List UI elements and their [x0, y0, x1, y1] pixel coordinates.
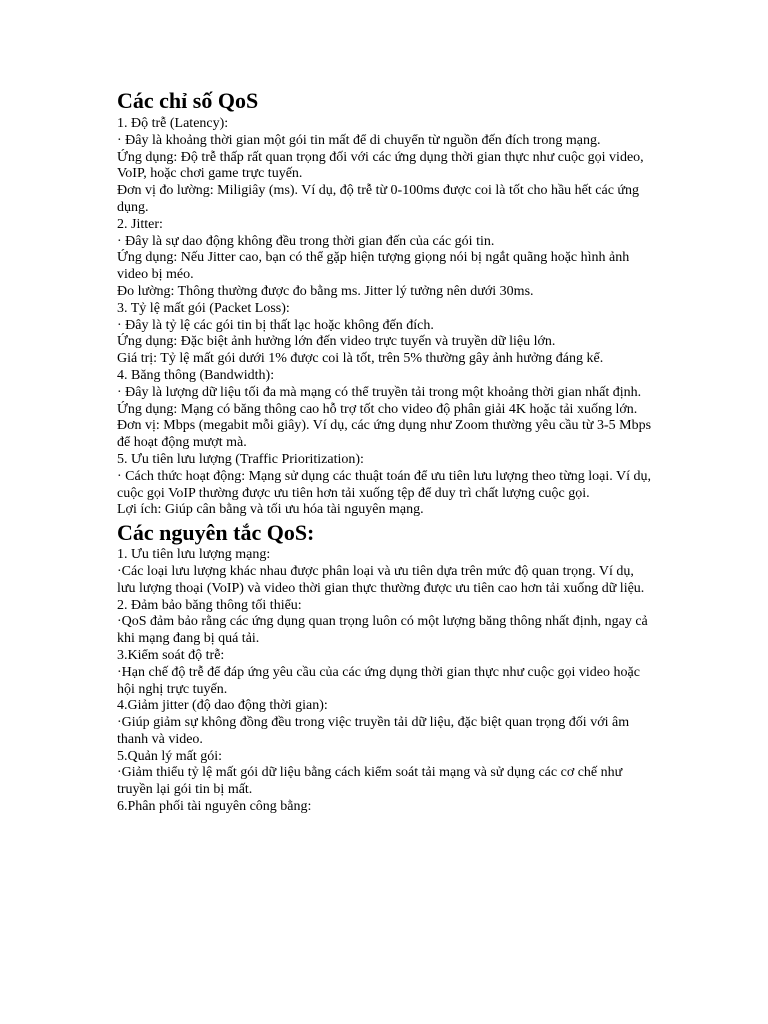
paragraph: ·Giúp giảm sự không đồng đều trong việc truyền tải dữ liệu, đặc biệt quan trọng đối với âm thanh và video. [117, 715, 630, 747]
paragraph: Đơn vị: Mbps (megabit mỗi giây). Ví dụ, các ứng dụng như Zoom thường yêu cầu từ 3-5 Mbps để hoạt động mượt mà. [117, 418, 652, 451]
paragraph: 5.Quản lý mất gói: [117, 748, 222, 764]
paragraph: · Đây là khoảng thời gian một gói tin mất để di chuyển từ nguồn đến đích trong mạng. [117, 132, 601, 148]
paragraph: 1. Độ trễ (Latency): [117, 116, 229, 131]
paragraph: Ứng dụng: Độ trễ thấp rất quan trọng đối với các ứng dụng thời gian thực như cuộc gọi video, VoIP, hoặc chơi game trực tuyến. [117, 149, 644, 182]
paragraph: 2. Jitter: [117, 216, 163, 232]
paragraph: · Cách thức hoạt động: Mạng sử dụng các thuật toán để ưu tiên lưu lượng theo từng loại. Ví dụ, cuộc gọi VoIP thường được ưu tiên hơn tải xuống tệp để duy trì chất lượng cuộc gọi. [117, 468, 652, 501]
section-body-qos-principles [117, 547, 653, 816]
section-body-qos-metrics [117, 116, 653, 519]
paragraph: Đơn vị đo lường: Miligiây (ms). Ví dụ, độ trễ từ 0-100ms được coi là tốt cho hầu hết các ứng dụng. [117, 183, 639, 215]
paragraph: 6.Phân phối tài nguyên công bằng: [117, 799, 312, 815]
paragraph: Ứng dụng: Nếu Jitter cao, bạn có thể gặp hiện tượng giọng nói bị ngắt quãng hoặc hình ảnh video bị méo. [117, 250, 630, 283]
paragraph: 3. Tỷ lệ mất gói (Packet Loss): [117, 300, 290, 316]
paragraph: ·Giảm thiểu tỷ lệ mất gói dữ liệu bằng cách kiểm soát tải mạng và sử dụng các cơ chế như truyền lại gói tin bị mất. [117, 765, 623, 798]
paragraph: · Đây là sự dao động không đều trong thời gian đến của các gói tin. [117, 233, 495, 249]
paragraph: 4.Giảm jitter (độ dao động thời gian): [117, 698, 328, 714]
paragraph: 5. Ưu tiên lưu lượng (Traffic Prioritization): [117, 451, 364, 467]
paragraph: · Đây là lượng dữ liệu tối đa mà mạng có thể truyền tải trong một khoảng thời gian nhất định. [117, 384, 642, 400]
section-title-qos-principles: Các nguyên tắc QoS: [117, 520, 315, 546]
paragraph: 3.Kiểm soát độ trễ: [117, 647, 225, 663]
paragraph: ·Hạn chế độ trễ để đáp ứng yêu cầu của các ứng dụng thời gian thực như cuộc gọi video hoặc hội nghị trực tuyến. [117, 664, 640, 697]
paragraph: Ứng dụng: Mạng có băng thông cao hỗ trợ tốt cho video độ phân giải 4K hoặc tải xuống lớn. [117, 401, 638, 417]
paragraph: ·Các loại lưu lượng khác nhau được phân loại và ưu tiên dựa trên mức độ quan trọng. Ví dụ, lưu lượng thoại (VoIP) và video thời gian thực thường được ưu tiên cao hơn tải xuống dữ liệu. [117, 563, 645, 596]
paragraph: ·QoS đảm bảo rằng các ứng dụng quan trọng luôn có một lượng băng thông nhất định, ngay cả khi mạng đang bị quá tải. [117, 614, 648, 647]
document-page [117, 88, 653, 816]
paragraph: 2. Đảm bảo băng thông tối thiểu: [117, 597, 302, 613]
paragraph: Giá trị: Tỷ lệ mất gói dưới 1% được coi là tốt, trên 5% thường gây ảnh hưởng đáng kể. [117, 351, 604, 367]
paragraph: 1. Ưu tiên lưu lượng mạng: [117, 547, 271, 563]
paragraph: Ứng dụng: Đặc biệt ảnh hưởng lớn đến video trực tuyến và truyền dữ liệu lớn. [117, 334, 556, 350]
paragraph: · Đây là tỷ lệ các gói tin bị thất lạc hoặc không đến đích. [117, 317, 434, 333]
section-title-qos-metrics: Các chỉ số QoS [117, 88, 259, 113]
paragraph: Lợi ích: Giúp cân bằng và tối ưu hóa tài nguyên mạng. [117, 502, 424, 518]
paragraph: Đo lường: Thông thường được đo bằng ms. Jitter lý tưởng nên dưới 30ms. [117, 283, 534, 299]
paragraph: 4. Băng thông (Bandwidth): [117, 367, 275, 383]
